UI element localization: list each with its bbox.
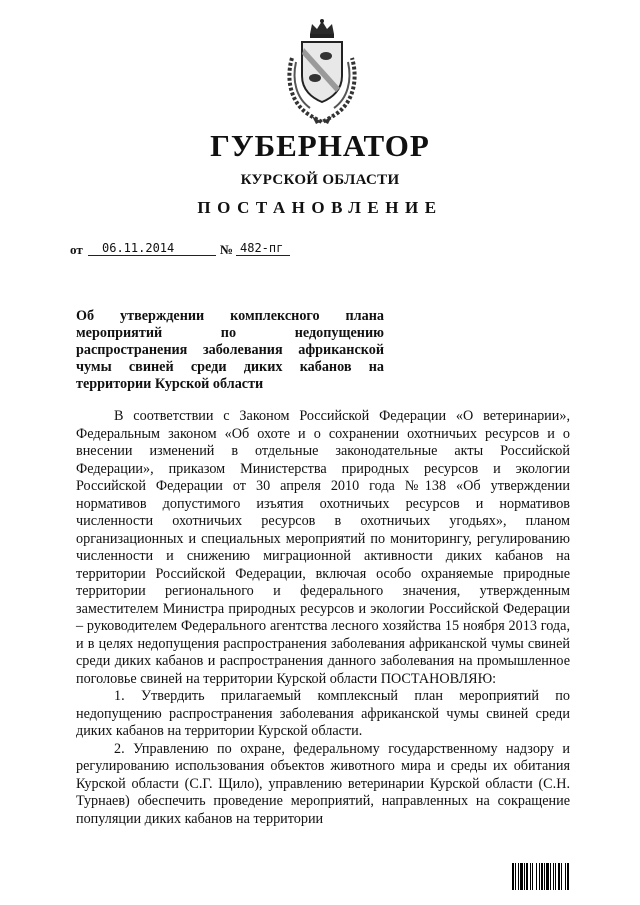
barcode-bar (561, 863, 562, 890)
registration-line (70, 236, 370, 260)
number-label: № (220, 242, 234, 257)
barcode-icon (512, 863, 592, 890)
barcode-bar (544, 863, 545, 890)
document-header-title: ГУБЕРНАТОР (210, 128, 430, 163)
document-header-region: КУРСКОЙ ОБЛАСТИ (240, 172, 400, 188)
barcode-bar (553, 863, 554, 890)
barcode-bar (567, 863, 569, 890)
preamble-paragraph: В соответствии с Законом Российской Федерации «О ветеринарии», Федеральным законом «Об охоте и о сохранении охотничьих ресурсов и о внесении изменений в отдельные законодательные акты Российской Федерации», приказом Министерства природных ресурсов и экологии Российской Федерации от 30 апреля 2010 года №138 «Об утверждении нормативов допустимого изъятия охотничьих ресурсов и нормативов численности охотничьих ресурсов в охотничьих угодьях», планом организационных и специальных мероприятий по мониторингу, регулированию численности и снижению миграционной активности диких кабанов на территории Российской Федерации, включая особо охраняемые природные территории регионального и федерального значения, утвержденным заместителем Министра природных ресурсов и экологии Российской Федерации – руководителем Федерального агентства лесного хозяйства 15 ноября 2013 года, и в целях недопущения распространения заболевания африканской чумы свиней среди диких кабанов и распространения данного заболевания на промышленное поголовье свиней на территории Курской области ПОСТАНОВЛЯЮ: (76, 408, 570, 687)
coat-of-arms-icon (282, 18, 362, 126)
date-label: от (70, 242, 83, 257)
barcode-bar (515, 863, 516, 890)
barcode-bar (536, 863, 537, 890)
barcode-bar (558, 863, 560, 890)
barcode-bar (550, 863, 551, 890)
number-value: 482-пг (236, 241, 290, 256)
barcode-bar (526, 863, 528, 890)
barcode-bar (512, 863, 514, 890)
document-type: ПОСТАНОВЛЕНИЕ (197, 198, 443, 217)
barcode-bar (546, 863, 549, 890)
item-2-paragraph: 2. Управлению по охране, федеральному государственному надзору и регулированию использования объектов животного мира и среды их обитания Курской области (С.Г. Щило), управлению ветеринарии Курской области (С.Н. Турнаев) обеспечить проведение мероприятий, направленных на сокращение популяции диких кабанов на территории (76, 740, 570, 827)
document-subject: Об утверждении комплексного плана мероприятий по недопущению распространения заболевания африканской чумы свиней среди диких кабанов на территории Курской области (76, 308, 384, 392)
barcode-bar (524, 863, 525, 890)
item-1-paragraph: 1. Утвердить прилагаемый комплексный план мероприятий по недопущению распространения заболевания африканской чумы свиней среди диких кабанов на территории Курской области. (76, 688, 570, 739)
barcode-bar (530, 863, 531, 890)
barcode-bar (565, 863, 566, 890)
barcode-bar (541, 863, 543, 890)
barcode-bar (555, 863, 556, 890)
barcode-bar (539, 863, 540, 890)
barcode-bar (518, 863, 519, 890)
document-body (76, 408, 570, 828)
barcode-bar (520, 863, 523, 890)
barcode-bar (532, 863, 533, 890)
date-value: 06.11.2014 (88, 241, 216, 256)
